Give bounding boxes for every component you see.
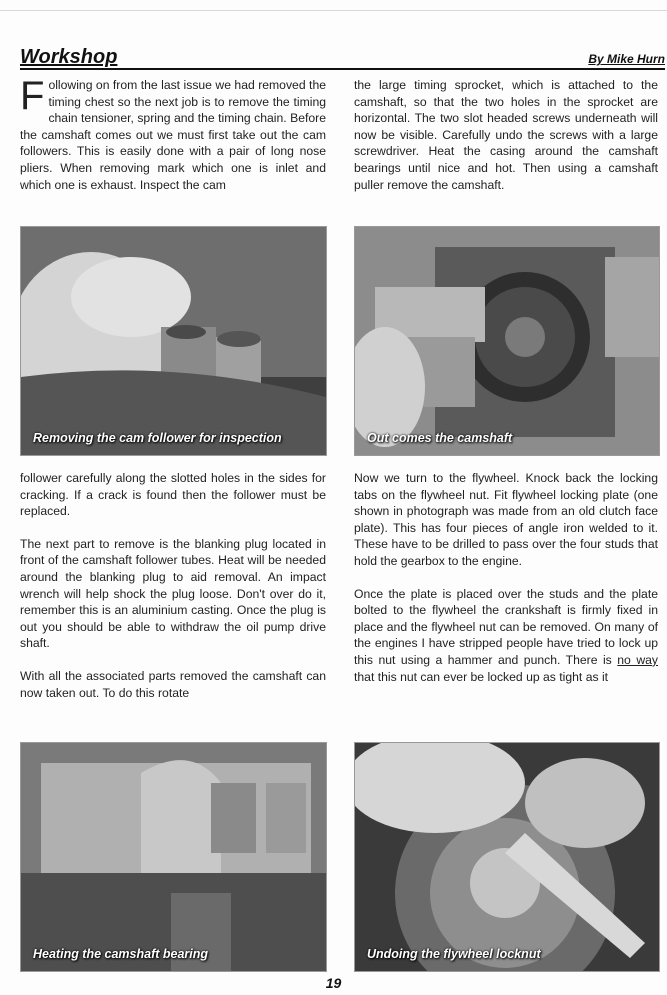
top-rule: [0, 10, 667, 11]
plate-paragraph: [354, 586, 658, 686]
photo-camshaft-out: [354, 226, 660, 456]
photo-heating-bearing-caption: Heating the camshaft bearing: [33, 947, 209, 961]
sprocket-paragraph: the large timing sprocket, which is attached to the camshaft, so that the two holes in the sprocket are horizontal. The two slot headed screws underneath will now be visible. Carefully undo the screws with a large screwdriver. Heat the casing around the camshaft bearings until nice and hot. Then using a camshaft puller remove the camshaft.: [354, 78, 658, 192]
photo-cam-follower-caption: Removing the cam follower for inspection: [33, 431, 282, 445]
photo-cam-follower-image: [21, 227, 326, 455]
column-left-top: [20, 74, 326, 209]
photo-camshaft-out-caption: Out comes the camshaft: [367, 431, 513, 445]
photo-cam-follower: [20, 226, 327, 456]
photo-heating-bearing: [20, 742, 327, 972]
column-right-mid: [354, 470, 658, 701]
page-header: [20, 46, 665, 70]
column-left-mid: [20, 470, 326, 717]
follower-paragraph: follower carefully along the slotted holes in the sides for cracking. If a crack is found then the follower must be replaced.: [20, 471, 326, 519]
byline: By Mike Hurn: [588, 52, 665, 66]
plate-text-emphasis: no way: [617, 652, 658, 667]
photo-flywheel-locknut-caption: Undoing the flywheel locknut: [367, 947, 541, 961]
plate-text-a: Once the plate is placed over the studs and the plate bolted to the flywheel the crankshaft is firmly fixed in place and the flywheel nut can be removed. On many of the engines I have stripped people have tried to lock up this nut using a hammer and punch. There is: [354, 586, 658, 667]
plate-text-c: that this nut can ever be locked up as tight as it: [354, 669, 609, 684]
blanking-plug-paragraph: The next part to remove is the blanking plug located in front of the camshaft follower tubes. Heat will be needed around the blanking plug to aid removal. An impact wrench will help shock the plug loose. Don't over do it, remember this is an aluminium casting. Once the plug is out you should be able to withdraw the oil pump drive shaft.: [20, 536, 326, 651]
intro-text: ollowing on from the last issue we had removed the timing chest so the next job is to remove the timing chain tensioner, spring and the timing chain. Before the camshaft comes out we must first take out the cam followers. This is easily done with a pair of long nose pliers. When removing mark which one is inlet and which one is exhaust. Inspect the cam: [20, 78, 326, 192]
photo-flywheel-locknut-image: [355, 743, 659, 971]
flywheel-paragraph: Now we turn to the flywheel. Knock back the locking tabs on the flywheel nut. Fit flywheel locking plate (one shown in photograph was made from an old clutch face plate). This has four pieces of angle iron welded to it. These have to be drilled to pass over the four studs that hold the gearbox to the engine.: [354, 471, 658, 568]
photo-heating-bearing-image: [21, 743, 326, 971]
drop-cap: F: [20, 74, 45, 118]
column-right-top: [354, 77, 658, 209]
photo-camshaft-out-image: [355, 227, 659, 455]
photo-flywheel-locknut: [354, 742, 660, 972]
section-title: Workshop: [20, 46, 118, 68]
camshaft-paragraph: With all the associated parts removed the camshaft can now taken out. To do this rotate: [20, 668, 326, 700]
intro-paragraph: [20, 74, 326, 193]
page-number: 19: [325, 975, 342, 991]
